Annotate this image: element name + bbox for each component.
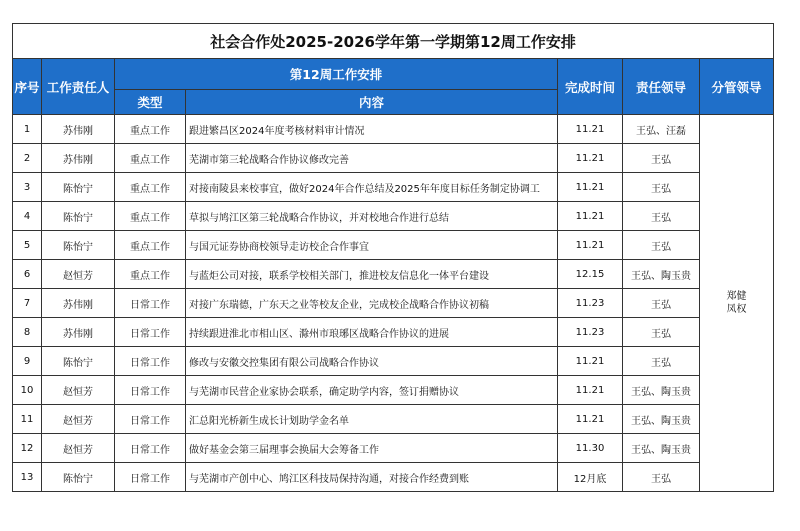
cell-type: 日常工作	[115, 376, 186, 405]
cell-supervisor	[700, 115, 774, 492]
cell-leader: 王弘、陶玉贵	[623, 434, 700, 463]
work-schedule-sheet	[12, 23, 773, 492]
cell-type: 重点工作	[115, 144, 186, 173]
cell-leader: 王弘、陶玉贵	[623, 405, 700, 434]
cell-no: 8	[13, 318, 42, 347]
cell-content: 与芜湖市民营企业家协会联系，确定助学内容，签订捐赠协议	[186, 376, 558, 405]
cell-due: 11.21	[558, 144, 623, 173]
header-owner: 工作责任人	[42, 59, 115, 115]
table-body	[13, 115, 774, 492]
cell-owner: 赵恒芳	[42, 434, 115, 463]
cell-due: 11.23	[558, 318, 623, 347]
table-row	[13, 115, 774, 144]
cell-leader: 王弘、陶玉贵	[623, 376, 700, 405]
cell-no: 10	[13, 376, 42, 405]
header-supervisor: 分管领导	[700, 59, 774, 115]
cell-no: 5	[13, 231, 42, 260]
cell-owner: 陈怡宁	[42, 173, 115, 202]
table-row	[13, 231, 774, 260]
header-type: 类型	[115, 90, 186, 115]
cell-no: 9	[13, 347, 42, 376]
table-row	[13, 173, 774, 202]
cell-type: 日常工作	[115, 289, 186, 318]
cell-owner: 苏伟刚	[42, 144, 115, 173]
cell-no: 12	[13, 434, 42, 463]
cell-no: 13	[13, 463, 42, 492]
cell-content: 做好基金会第三届理事会换届大会筹备工作	[186, 434, 558, 463]
cell-content: 对接南陵县来校事宜，做好2024年合作总结及2025年年度目标任务制定协调工	[186, 173, 558, 202]
cell-no: 7	[13, 289, 42, 318]
supervisor-name: 郑健	[726, 291, 747, 302]
table-row	[13, 463, 774, 492]
table-row	[13, 434, 774, 463]
cell-due: 11.21	[558, 115, 623, 144]
cell-due: 11.21	[558, 347, 623, 376]
header-schedule: 第12周工作安排	[115, 59, 558, 90]
header-no: 序号	[13, 59, 42, 115]
cell-owner: 苏伟刚	[42, 318, 115, 347]
cell-leader: 王弘	[623, 318, 700, 347]
cell-leader: 王弘	[623, 144, 700, 173]
cell-owner: 陈怡宁	[42, 347, 115, 376]
table-row	[13, 405, 774, 434]
table-row	[13, 289, 774, 318]
cell-leader: 王弘、汪磊	[623, 115, 700, 144]
cell-content: 修改与安徽交控集团有限公司战略合作协议	[186, 347, 558, 376]
cell-owner: 苏伟刚	[42, 289, 115, 318]
cell-type: 重点工作	[115, 115, 186, 144]
cell-owner: 赵恒芳	[42, 405, 115, 434]
cell-leader: 王弘	[623, 347, 700, 376]
cell-content: 对接广东瑞德，广东天之业等校友企业，完成校企战略合作协议初稿	[186, 289, 558, 318]
cell-no: 1	[13, 115, 42, 144]
cell-type: 重点工作	[115, 231, 186, 260]
cell-content: 芜湖市第三轮战略合作协议修改完善	[186, 144, 558, 173]
table-row	[13, 202, 774, 231]
cell-type: 重点工作	[115, 173, 186, 202]
cell-no: 11	[13, 405, 42, 434]
table-row	[13, 260, 774, 289]
cell-owner: 陈怡宁	[42, 463, 115, 492]
cell-owner: 赵恒芳	[42, 260, 115, 289]
cell-content: 汇总阳光桥新生成长计划助学金名单	[186, 405, 558, 434]
cell-leader: 王弘、陶玉贵	[623, 260, 700, 289]
header-content: 内容	[186, 90, 558, 115]
cell-owner: 陈怡宁	[42, 231, 115, 260]
cell-owner: 陈怡宁	[42, 202, 115, 231]
cell-no: 3	[13, 173, 42, 202]
cell-due: 11.23	[558, 289, 623, 318]
cell-owner: 苏伟刚	[42, 115, 115, 144]
table-row	[13, 376, 774, 405]
cell-content: 草拟与鸠江区第三轮战略合作协议，并对校地合作进行总结	[186, 202, 558, 231]
supervisor-name: 凤权	[726, 304, 747, 315]
cell-no: 6	[13, 260, 42, 289]
cell-due: 11.21	[558, 173, 623, 202]
cell-due: 11.21	[558, 405, 623, 434]
header-due: 完成时间	[558, 59, 623, 115]
cell-type: 重点工作	[115, 202, 186, 231]
cell-no: 2	[13, 144, 42, 173]
cell-content: 持续跟进淮北市相山区、滁州市琅琊区战略合作协议的进展	[186, 318, 558, 347]
work-schedule-table	[12, 23, 774, 492]
cell-type: 日常工作	[115, 405, 186, 434]
cell-content: 与蓝炬公司对接，联系学校相关部门，推进校友信息化一体平台建设	[186, 260, 558, 289]
page-title: 社会合作处2025-2026学年第一学期第12周工作安排	[13, 24, 774, 59]
cell-due: 12月底	[558, 463, 623, 492]
cell-due: 12.15	[558, 260, 623, 289]
cell-leader: 王弘	[623, 231, 700, 260]
cell-leader: 王弘	[623, 289, 700, 318]
cell-type: 日常工作	[115, 318, 186, 347]
cell-type: 日常工作	[115, 463, 186, 492]
table-row	[13, 318, 774, 347]
cell-content: 与国元证券协商校领导走访校企合作事宜	[186, 231, 558, 260]
cell-owner: 赵恒芳	[42, 376, 115, 405]
cell-type: 日常工作	[115, 347, 186, 376]
cell-no: 4	[13, 202, 42, 231]
table-row	[13, 347, 774, 376]
cell-due: 11.21	[558, 376, 623, 405]
cell-content: 与芜湖市产创中心、鸠江区科技局保持沟通，对接合作经费到账	[186, 463, 558, 492]
cell-due: 11.30	[558, 434, 623, 463]
cell-type: 日常工作	[115, 434, 186, 463]
cell-leader: 王弘	[623, 202, 700, 231]
cell-content: 跟进繁昌区2024年度考核材料审计情况	[186, 115, 558, 144]
cell-leader: 王弘	[623, 173, 700, 202]
header-leader: 责任领导	[623, 59, 700, 115]
cell-leader: 王弘	[623, 463, 700, 492]
cell-type: 重点工作	[115, 260, 186, 289]
cell-due: 11.21	[558, 202, 623, 231]
cell-due: 11.21	[558, 231, 623, 260]
table-row	[13, 144, 774, 173]
